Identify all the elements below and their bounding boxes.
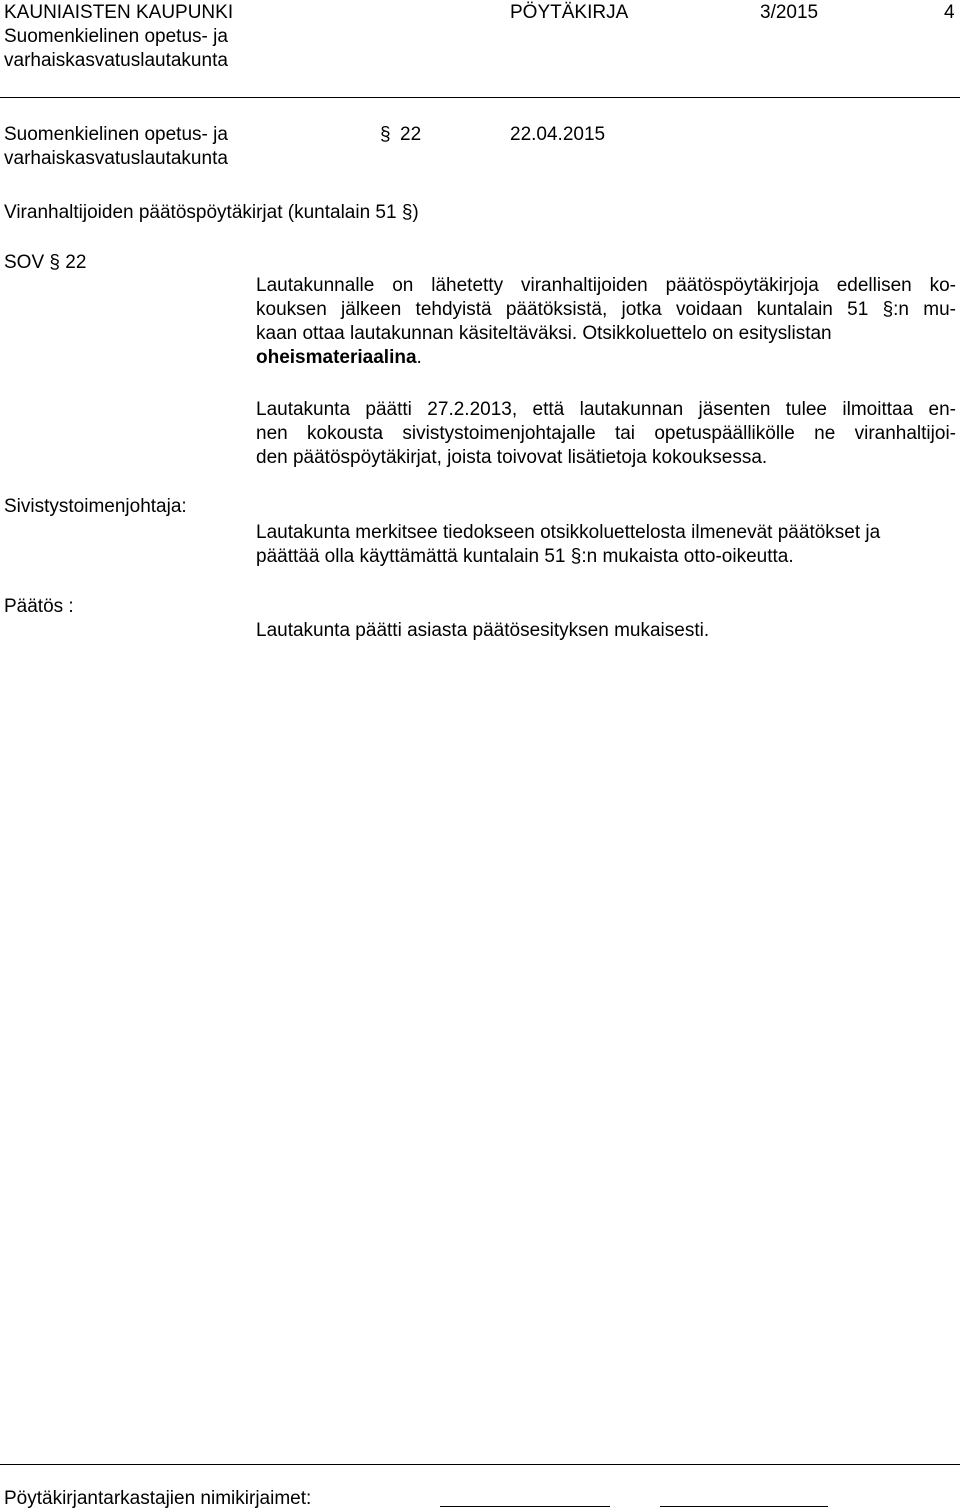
body-p2-line3: den päätöspöytäkirjat, joista toivovat lisätietoja kokouksessa. — [256, 447, 768, 468]
body-p1-line4 — [256, 346, 956, 370]
body-paragraph-2 — [256, 398, 956, 470]
document-number: 3/2015 — [760, 2, 819, 23]
item-title: Viranhaltijoiden päätöspöytäkirjat (kuntalain 51 §) — [4, 202, 419, 223]
proposal-line2: päättää olla käyttämättä kuntalain 51 §:n mukaista otto-oikeutta. — [256, 546, 794, 567]
proposal-label: Sivistystoimenjohtaja: — [4, 496, 187, 517]
body-p1-line1: Lautakunnalle on lähetetty viranhaltijoiden päätöspöytäkirjoja edellisen ko- — [256, 275, 956, 296]
meeting-date: 22.04.2015 — [510, 124, 606, 145]
section-symbol: § — [380, 124, 391, 145]
body-p1-line2: kouksen jälkeen tehdyistä päätöksistä, jotka voidaan kuntalain 51 §:n mu- — [256, 299, 956, 320]
body-p2-line1: Lautakunta päätti 27.2.2013, että lautakunnan jäsenten tulee ilmoittaa en- — [256, 399, 956, 420]
body-paragraph-1 — [256, 274, 956, 370]
body-p1-period: . — [416, 347, 422, 368]
section-number: 22 — [400, 124, 422, 145]
board-name-line1: Suomenkielinen opetus- ja — [4, 26, 228, 47]
body-p1-line3: kaan ottaa lautakunnan käsiteltäväksi. Otsikkoluettelo on esityslistan — [256, 323, 832, 344]
footer-initials-label: Pöytäkirjantarkastajien nimikirjaimet: — [4, 1488, 312, 1509]
attachment-label: oheismateriaalina — [256, 347, 417, 368]
footer-divider — [0, 1464, 960, 1465]
initials-line-2 — [660, 1506, 828, 1507]
decision-text: Lautakunta päätti asiasta päätösesityksen mukaisesti. — [256, 620, 710, 641]
section-board-line2: varhaiskasvatuslautakunta — [4, 148, 228, 169]
proposal-line1: Lautakunta merkitsee tiedokseen otsikkoluettelosta ilmenevät päätökset ja — [256, 522, 881, 543]
city-name: KAUNIAISTEN KAUPUNKI — [4, 2, 234, 23]
section-board-line1: Suomenkielinen opetus- ja — [4, 124, 228, 145]
header-divider — [0, 97, 960, 98]
page-number: 4 — [944, 2, 955, 23]
item-reference: SOV § 22 — [4, 252, 87, 273]
proposal-text — [256, 521, 956, 569]
document-type: PÖYTÄKIRJA — [510, 2, 629, 23]
body-p2-line2: nen kokousta sivistystoimenjohtajalle tai opetuspäällikölle ne viranhaltijoi- — [256, 423, 956, 444]
decision-label: Päätös : — [4, 596, 74, 617]
board-name-line2: varhaiskasvatuslautakunta — [4, 50, 228, 71]
initials-line-1 — [440, 1506, 610, 1507]
